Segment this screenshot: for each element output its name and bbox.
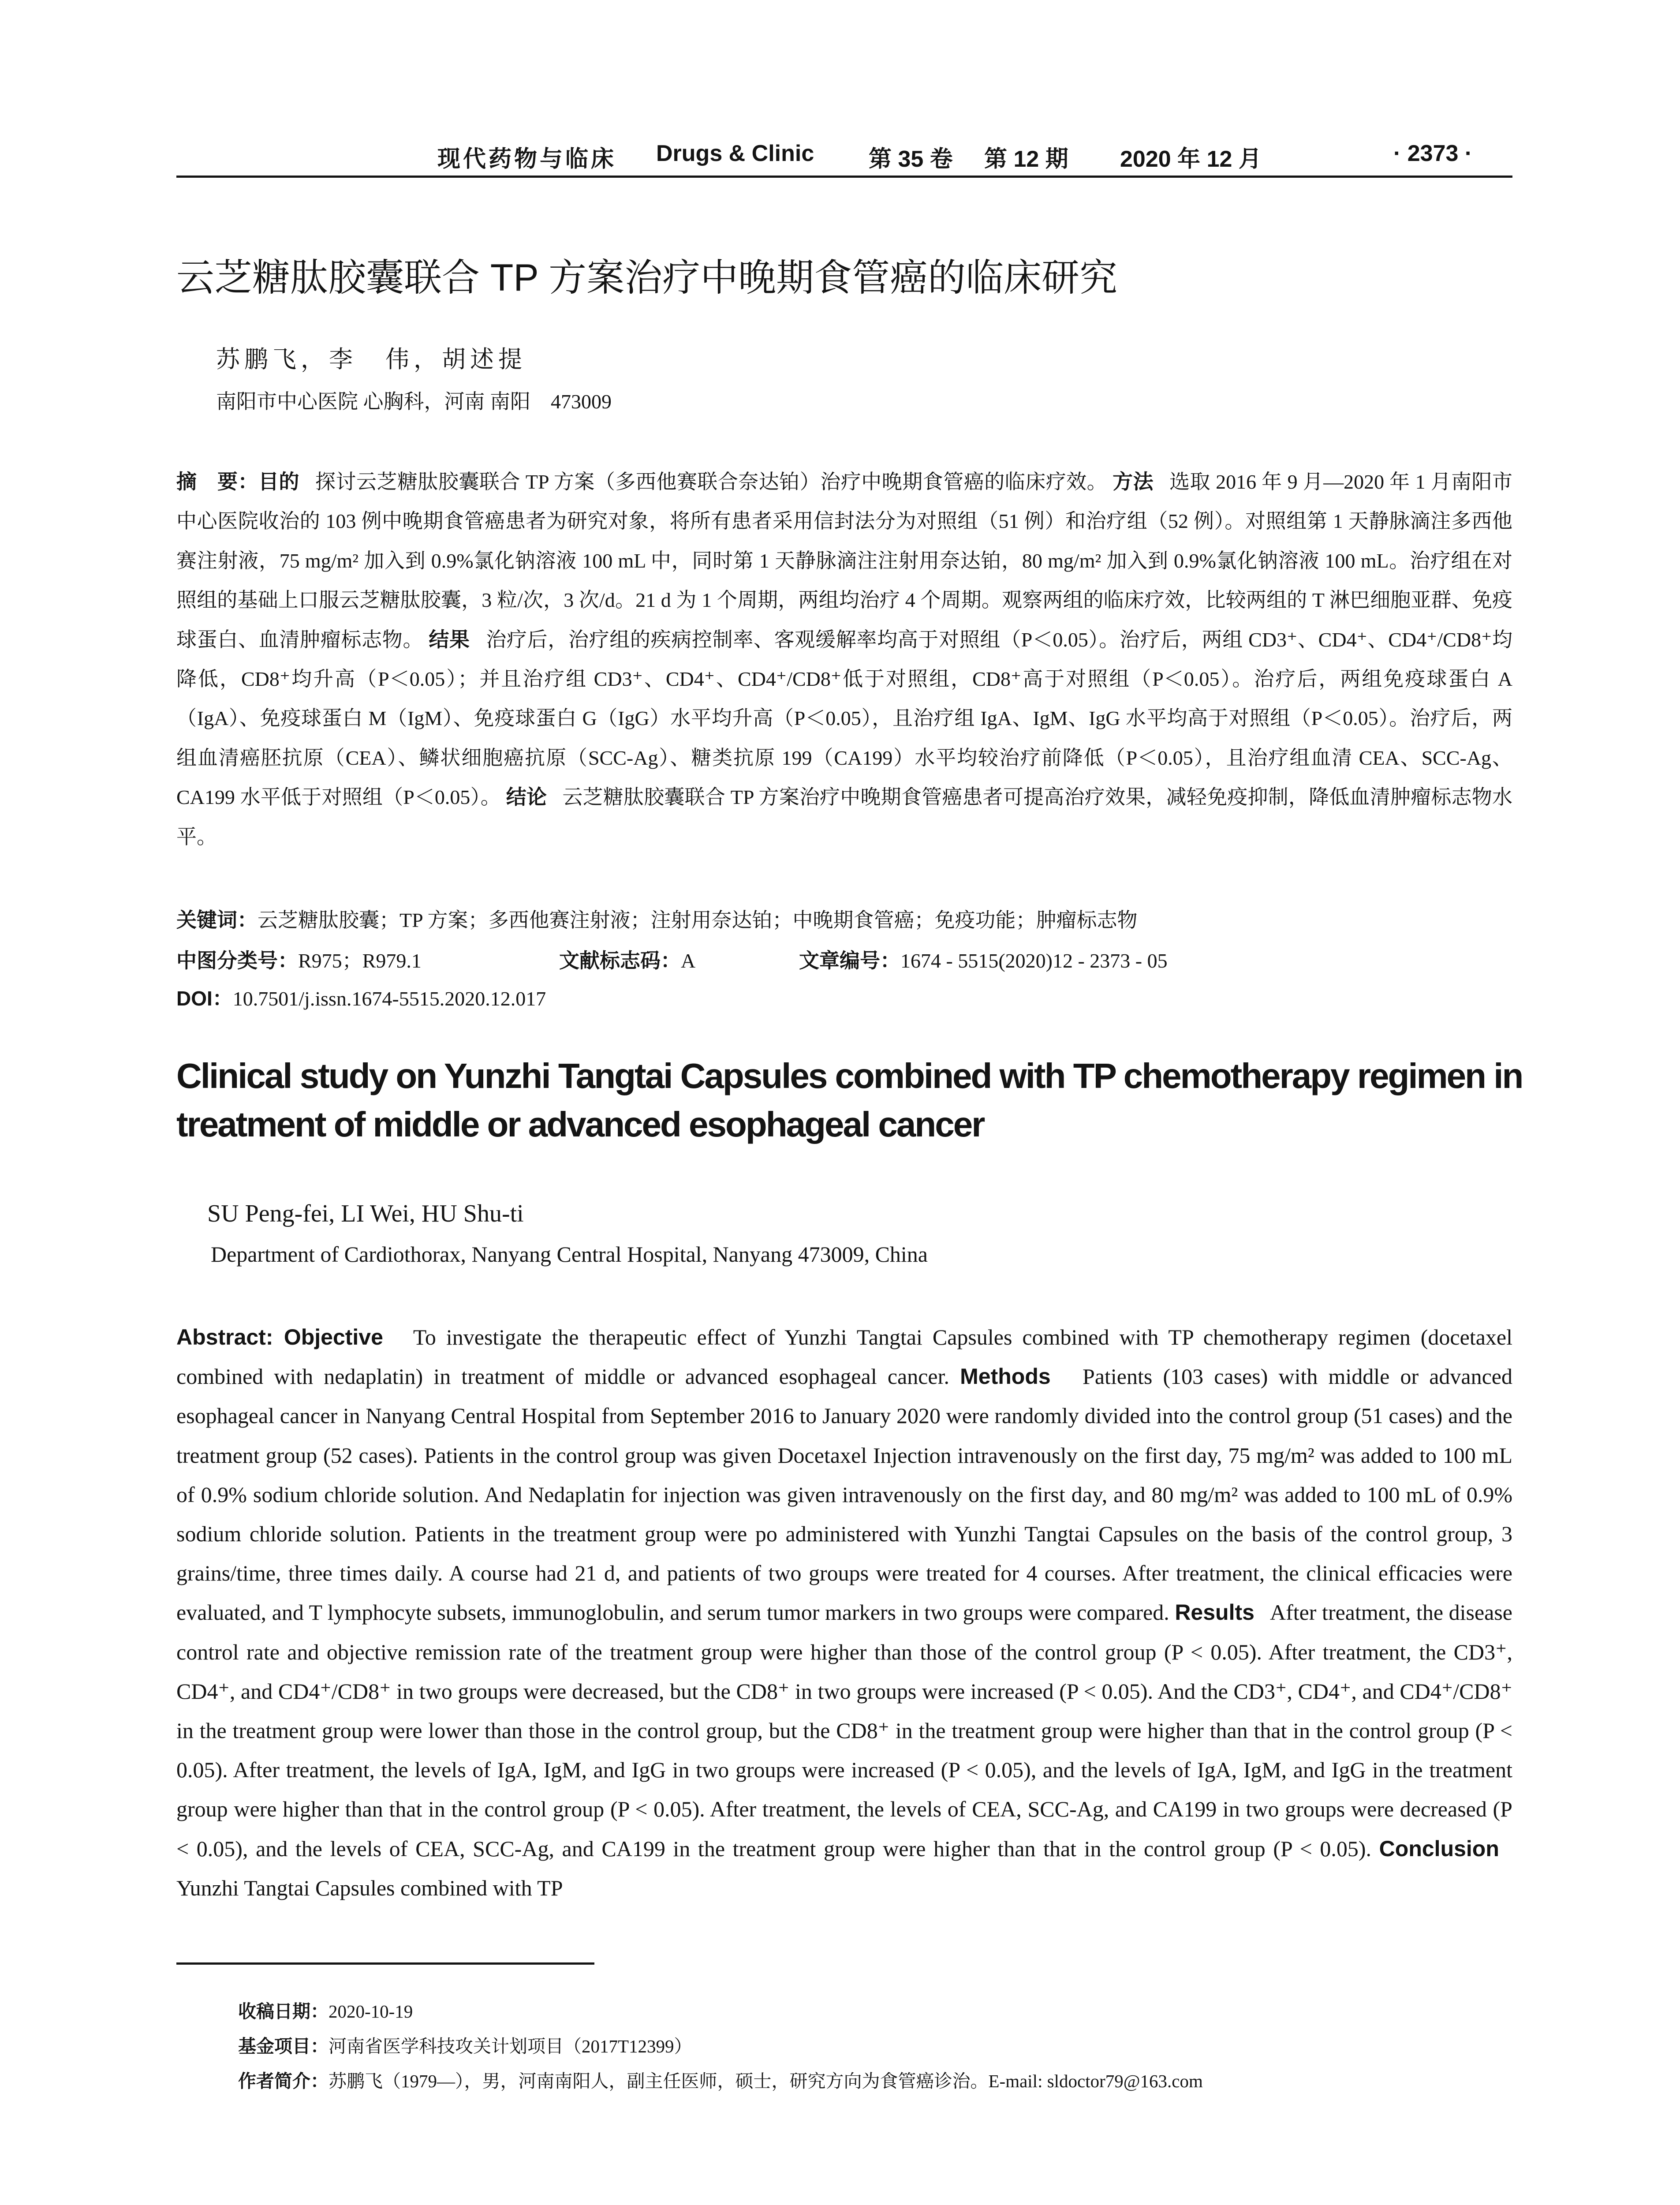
received-date <box>238 1997 413 2023</box>
author-bio <box>238 2067 1203 2093</box>
doi-link[interactable]: 10.7501/j.issn.1674-5515.2020.12.017 <box>232 987 546 1010</box>
results-text-en: After treatment, the disease control rate and objective remission rate of the treatment group were higher than those of the control group (P < 0.05). After treatment, the CD3⁺, CD4⁺, and CD4⁺/CD8⁺ in two groups were decreased, but the CD8⁺ in two groups were increased (P < 0.05). And the CD3⁺, CD4⁺, and CD4⁺/CD8⁺ in the treatment group were lower than those in the control group, but the CD8⁺ in the treatment group were higher than that in the control group (P < 0.05). After treatment, the levels of IgA, IgM, and IgG in two groups were increased (P < 0.05), and the levels of IgA, IgM, and IgG in the treatment group were higher than that in the control group (P < 0.05). After treatment, the levels of CEA, SCC-Ag, and CA199 in two groups were decreased (P < 0.05), and the levels of CEA, SCC-Ag, and CA199 in the treatment group were higher than that in the control group (P < 0.05). <box>176 1600 1512 1861</box>
methods-label-cn: 方法 <box>1113 470 1154 493</box>
keywords-text: 云芝糖肽胶囊；TP 方案；多西他赛注射液；注射用奈达铂；中晚期食管癌；免疫功能；肿瘤标志物 <box>258 909 1138 931</box>
conclusion-label-en: Conclusion <box>1379 1836 1499 1861</box>
author-bio-label: 作者简介： <box>238 2071 329 2091</box>
affiliation-cn: 南阳市中心医院 心胸科，河南 南阳 473009 <box>216 390 612 413</box>
issue: 第 12 期 <box>984 146 1068 172</box>
journal-name-cn: 现代药物与临床 <box>437 147 617 172</box>
article-title-cn: 云芝糖肽胶囊联合 TP 方案治疗中晚期食管癌的临床研究 <box>176 257 1118 299</box>
received-label: 收稿日期： <box>238 2001 329 2022</box>
objective-text-en: To investigate the therapeutic effect of Yunzhi Tangtai Capsules combined with TP chemotherapy regimen (docetaxel combined with nedaplatin) in treatment of middle or advanced esophageal cancer. <box>176 1325 1512 1389</box>
authors-cn: 苏鹏飞，李 伟，胡述提 <box>216 346 526 373</box>
article-title-en: Clinical study on Yunzhi Tangtai Capsules combined with TP chemotherapy regimen in treatment of middle or advanced esophageal cancer <box>176 1056 1523 1144</box>
header-rule <box>176 176 1512 178</box>
received-value: 2020-10-19 <box>329 2001 413 2022</box>
doc-code-value: A <box>681 949 696 972</box>
clc-label: 中图分类号： <box>176 949 298 972</box>
clc-line <box>176 945 422 974</box>
fund-project <box>238 2032 692 2058</box>
keywords-label: 关键词： <box>176 908 258 931</box>
objective-label-en: Abstract: Objective <box>176 1325 383 1349</box>
results-label-en: Results <box>1175 1600 1254 1625</box>
fund-label: 基金项目： <box>238 2036 329 2056</box>
doi-line <box>176 983 546 1012</box>
clc-value: R975；R979.1 <box>298 949 422 972</box>
abstract-en <box>176 1318 1512 1908</box>
affiliation-en: Department of Cardiothorax, Nanyang Central Hospital, Nanyang 473009, China <box>211 1242 928 1267</box>
keywords-cn <box>176 904 1137 933</box>
methods-text-cn: 选取 2016 年 9 月—2020 年 1 月南阳市中心医院收治的 103 例中晚期食管癌患者为研究对象，将所有患者采用信封法分为对照组（51 例）和治疗组（52 例）。对照组第 1 天静脉滴注多西他赛注射液，75 mg/m² 加入到 0.9%氯化钠溶液 100 mL 中，同时第 1 天静脉滴注注射用奈达铂，80 mg/m² 加入到 0.9%氯化钠溶液 100 mL。治疗组在对照组的基础上口服云芝糖肽胶囊，3 粒/次，3 次/d。21 d 为 1 个周期，两组均治疗 4 个周期。观察两组的临床疗效，比较两组的 T 淋巴细胞亚群、免疫球蛋白、血清肿瘤标志物。 <box>176 471 1513 651</box>
fund-value: 河南省医学科技攻关计划项目（2017T12399） <box>329 2036 692 2056</box>
journal-name-en: Drugs & Clinic <box>656 141 814 166</box>
article-no-value: 1674 - 5515(2020)12 - 2373 - 05 <box>900 949 1168 972</box>
results-label-cn: 结果 <box>429 628 470 651</box>
doc-code-label: 文献标志码： <box>559 949 681 972</box>
author-bio-text: 苏鹏飞（1979—），男，河南南阳人，副主任医师，硕士，研究方向为食管癌诊治。E-mail: sldoctor79@163.com <box>329 2071 1203 2091</box>
abstract-label-cn: 摘 要： <box>176 470 258 493</box>
methods-label-en: Methods <box>960 1364 1051 1389</box>
objective-label-cn: 目的 <box>258 470 299 493</box>
article-no-line <box>799 945 1168 974</box>
page-number: · 2373 · <box>1393 141 1473 166</box>
authors-en: SU Peng-fei, LI Wei, HU Shu-ti <box>207 1200 524 1227</box>
conclusion-label-cn: 结论 <box>506 785 547 809</box>
footnote-rule <box>176 1962 594 1965</box>
methods-text-en: Patients (103 cases) with middle or advanced esophageal cancer in Nanyang Central Hospital from September 2016 to January 2020 were randomly divided into the control group (51 cases) and the treatment group (52 cases). Patients in the control group was given Docetaxel Injection intravenously on the first day, 75 mg/m² was added to 100 mL of 0.9% sodium chloride solution. And Nedaplatin for injection was given intravenously on the first day, and 80 mg/m² was added to 100 mL of 0.9% sodium chloride solution. Patients in the treatment group were po administered with Yunzhi Tangtai Capsules on the basis of the control group, 3 grains/time, three times daily. A course had 21 d, and patients of two groups were treated for 4 courses. After treatment, the clinical efficacies were evaluated, and T lymphocyte subsets, immunoglobulin, and serum tumor markers in two groups were compared. <box>176 1364 1512 1625</box>
results-text-cn: 治疗后，治疗组的疾病控制率、客观缓解率均高于对照组（P＜0.05）。治疗后，两组 CD3⁺、CD4⁺、CD4⁺/CD8⁺均降低，CD8⁺均升高（P＜0.05）；并且治疗组 CD3⁺、CD4⁺、CD4⁺/CD8⁺低于对照组，CD8⁺高于对照组（P＜0.05）。治疗后，两组免疫球蛋白 A（IgA）、免疫球蛋白 M（IgM）、免疫球蛋白 G（IgG）水平均升高（P＜0.05），且治疗组 IgA、IgM、IgG 水平均高于对照组（P＜0.05）。治疗后，两组血清癌胚抗原（CEA）、鳞状细胞癌抗原（SCC-Ag）、糖类抗原 199（CA199）水平均较治疗前降低（P＜0.05），且治疗组血清 CEA、SCC-Ag、CA199 水平低于对照组（P＜0.05）。 <box>176 628 1513 809</box>
article-no-label: 文章编号： <box>799 949 900 972</box>
conclusion-text-cn: 云芝糖肽胶囊联合 TP 方案治疗中晚期食管癌患者可提高治疗效果，减轻免疫抑制，降低血清肿瘤标志物水平。 <box>176 786 1513 848</box>
doi-label: DOI： <box>176 987 233 1010</box>
objective-text-cn: 探讨云芝糖肽胶囊联合 TP 方案（多西他赛联合奈达铂）治疗中晚期食管癌的临床疗效。 <box>315 471 1108 493</box>
abstract-cn <box>176 462 1512 856</box>
conclusion-text-en: Yunzhi Tangtai Capsules combined with TP <box>176 1875 563 1900</box>
volume: 第 35 卷 <box>869 146 953 172</box>
issue-date: 2020 年 12 月 <box>1120 146 1262 172</box>
doc-code-line <box>559 945 695 974</box>
